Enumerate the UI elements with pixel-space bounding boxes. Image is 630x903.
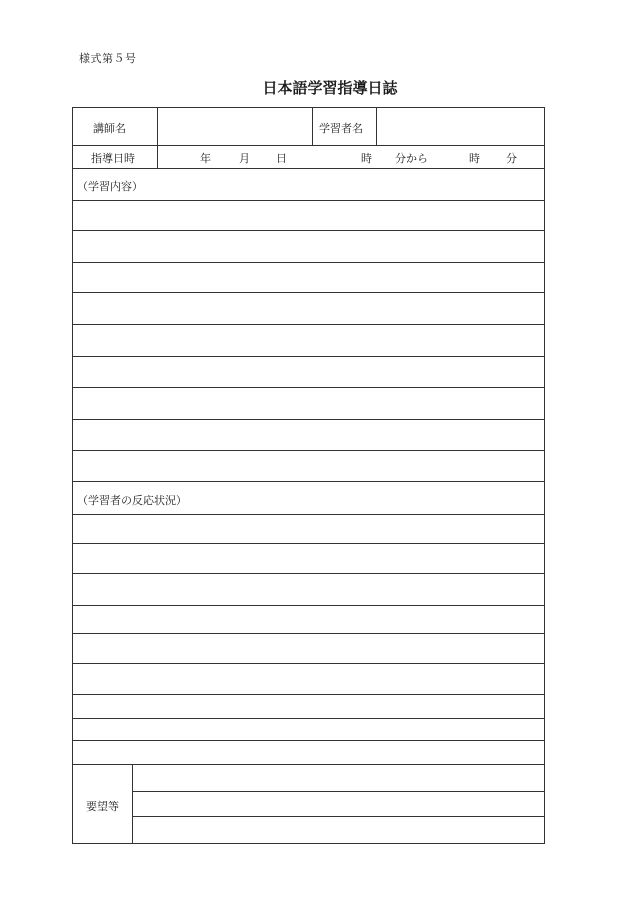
content-line[interactable] xyxy=(73,263,544,293)
reaction-line[interactable] xyxy=(73,634,544,664)
content-section-header xyxy=(73,169,544,201)
day-label: 日 xyxy=(276,152,287,165)
reaction-line[interactable] xyxy=(73,606,544,634)
remarks-line[interactable] xyxy=(133,792,544,817)
reaction-line[interactable] xyxy=(73,695,544,719)
year-label: 年 xyxy=(200,152,211,165)
content-line[interactable] xyxy=(73,451,544,482)
reaction-line[interactable] xyxy=(73,741,544,765)
reaction-line[interactable] xyxy=(73,574,544,606)
reaction-line[interactable] xyxy=(73,544,544,574)
reaction-line[interactable] xyxy=(73,719,544,741)
minute-label: 分 xyxy=(506,152,517,165)
content-section-label: （学習内容） xyxy=(77,180,143,193)
form-number: 様式第５号 xyxy=(79,52,137,65)
remarks-label: 要望等 xyxy=(86,800,119,813)
content-line[interactable] xyxy=(73,357,544,388)
learner-label-cell xyxy=(313,108,377,145)
content-line[interactable] xyxy=(73,293,544,325)
instructor-name-field[interactable] xyxy=(158,108,313,145)
page-title: 日本語学習指導日誌 xyxy=(262,79,398,97)
content-line[interactable] xyxy=(73,420,544,451)
instructor-label: 講師名 xyxy=(93,122,126,135)
month-label: 月 xyxy=(239,152,250,165)
remarks-label-cell xyxy=(73,765,133,843)
form-table xyxy=(72,107,545,844)
reaction-line[interactable] xyxy=(73,515,544,544)
content-line[interactable] xyxy=(73,388,544,420)
reaction-section-header xyxy=(73,482,544,515)
hour-label-2: 時 xyxy=(469,152,480,165)
datetime-row xyxy=(73,146,544,169)
learner-name-field[interactable] xyxy=(377,108,544,145)
content-line[interactable] xyxy=(73,325,544,357)
datetime-field[interactable] xyxy=(158,146,544,168)
content-line[interactable] xyxy=(73,201,544,231)
instructor-learner-row xyxy=(73,108,544,146)
instructor-label-cell xyxy=(73,108,158,145)
reaction-section-label: （学習者の反応状況） xyxy=(77,494,187,507)
remarks-line[interactable] xyxy=(133,765,544,792)
learner-label: 学習者名 xyxy=(319,122,363,135)
content-line[interactable] xyxy=(73,231,544,263)
hour-label: 時 xyxy=(361,152,372,165)
reaction-line[interactable] xyxy=(73,664,544,695)
datetime-label: 指導日時 xyxy=(91,152,135,165)
minute-from-label: 分から xyxy=(395,152,428,165)
datetime-label-cell xyxy=(73,146,158,168)
